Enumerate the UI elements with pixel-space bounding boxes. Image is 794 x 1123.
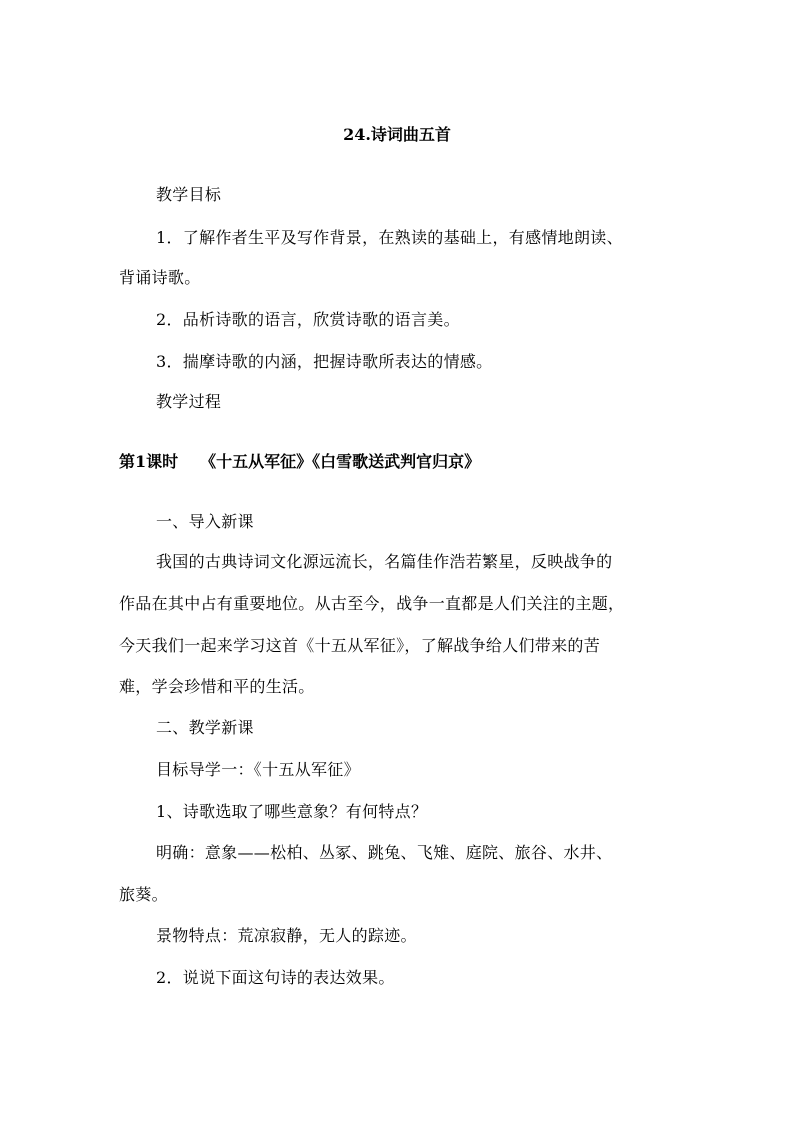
answer-1-line-1: 明确：意象——松柏、丛冢、跳兔、飞雉、庭院、旅谷、水井、 (156, 843, 613, 862)
goal-1-line-2: 背诵诗歌。 (119, 268, 201, 287)
document-title: 24.诗词曲五首 (343, 125, 451, 144)
goal-1-line-1: 1．了解作者生平及写作背景，在熟读的基础上，有感情地朗读、 (156, 228, 623, 247)
intro-line-1: 我国的古典诗词文化源远流长，名篇佳作浩若繁星，反映战争的 (156, 552, 613, 571)
lesson-label: 第1课时 (119, 452, 179, 471)
lesson-title (119, 452, 480, 472)
goals-heading: 教学目标 (156, 185, 222, 204)
scenery-features: 景物特点：荒凉寂静，无人的踪迹。 (156, 926, 417, 945)
process-heading: 教学过程 (156, 392, 222, 411)
intro-line-3: 今天我们一起来学习这首《十五从军征》，了解战争给人们带来的苦 (119, 636, 601, 655)
answer-1-line-2: 旅葵。 (119, 885, 168, 904)
question-2: 2．说说下面这句诗的表达效果。 (156, 968, 395, 987)
goal-3: 3．揣摩诗歌的内涵，把握诗歌所表达的情感。 (156, 352, 493, 371)
part-2-heading: 二、教学新课 (156, 718, 254, 737)
lesson-works: 《十五从军征》《白雪歌送武判官归京》 (200, 452, 481, 471)
intro-line-4: 难，学会珍惜和平的生活。 (119, 677, 315, 696)
guide-1: 目标导学一：《十五从军征》 (156, 760, 360, 779)
intro-line-2: 作品在其中占有重要地位。从古至今，战争一直都是人们关注的主题， (119, 594, 625, 613)
part-1-heading: 一、导入新课 (156, 512, 254, 531)
question-1: 1、诗歌选取了哪些意象？有何特点？ (156, 802, 428, 821)
goal-2: 2．品析诗歌的语言，欣赏诗歌的语言美。 (156, 310, 460, 329)
